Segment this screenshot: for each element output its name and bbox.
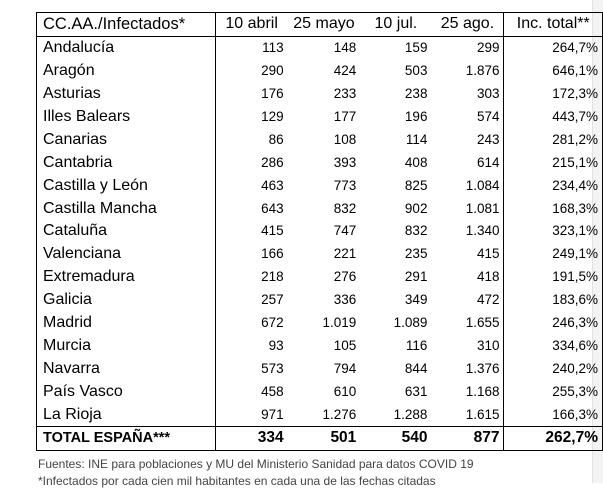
region-value: 1.089 xyxy=(393,315,428,331)
region-value: 235 xyxy=(404,246,428,262)
region-increase: 334,6% xyxy=(552,337,598,353)
region-name: Navarra xyxy=(37,357,216,380)
definition-footnote: *Infectados por cada cien mil habitantes en cada una de las fechas citadas xyxy=(38,474,436,488)
table-row xyxy=(37,312,603,335)
region-value: 773 xyxy=(333,177,357,193)
region-name: Extremadura xyxy=(37,266,216,289)
region-name: Cantabria xyxy=(37,151,216,174)
region-value: 218 xyxy=(261,269,284,285)
region-value: 573 xyxy=(261,360,284,376)
region-value: 290 xyxy=(261,63,284,79)
region-name: Galicia xyxy=(37,289,216,312)
region-value: 221 xyxy=(333,246,357,262)
region-value: 1.876 xyxy=(431,60,504,83)
region-value: 794 xyxy=(333,360,357,376)
region-increase: 246,3% xyxy=(552,315,598,331)
region-value: 408 xyxy=(404,154,428,170)
region-name: Canarias xyxy=(37,128,216,151)
table-row xyxy=(37,243,603,266)
region-value: 458 xyxy=(261,383,284,399)
region-value: 233 xyxy=(333,86,357,102)
region-name: País Vasco xyxy=(37,380,216,403)
infection-table xyxy=(36,12,603,451)
region-increase: 646,1% xyxy=(552,63,598,79)
region-name: Cataluña xyxy=(37,220,216,243)
region-value: 291 xyxy=(404,269,428,285)
region-value: 276 xyxy=(333,269,357,285)
region-value: 1.376 xyxy=(431,357,504,380)
table-row xyxy=(37,380,603,403)
table-row xyxy=(37,289,603,312)
region-value: 159 xyxy=(404,40,428,56)
header-date: 10 jul. xyxy=(360,13,431,37)
region-value: 86 xyxy=(268,131,284,147)
region-value: 286 xyxy=(261,154,284,170)
region-value: 148 xyxy=(333,40,357,56)
total-increase: 262,7% xyxy=(504,427,603,451)
total-value: 540 xyxy=(360,427,431,451)
region-name: La Rioja xyxy=(37,403,216,426)
total-label: TOTAL ESPAÑA*** xyxy=(37,427,216,451)
header-total: Inc. total** xyxy=(504,13,603,37)
region-value: 503 xyxy=(404,63,428,79)
table-row xyxy=(37,106,603,129)
table-row xyxy=(37,60,603,83)
region-value: 418 xyxy=(431,266,504,289)
source-footnote: Fuentes: INE para poblaciones y MU del Ministerio Sanidad para datos COVID 19 xyxy=(38,457,474,471)
total-value: 501 xyxy=(288,427,361,451)
region-value: 114 xyxy=(405,131,428,147)
region-increase: 191,5% xyxy=(552,269,598,285)
region-value: 1.615 xyxy=(431,403,504,426)
region-name: Illes Balears xyxy=(37,106,216,129)
region-value: 303 xyxy=(431,83,504,106)
region-value: 643 xyxy=(261,200,284,216)
region-value: 1.288 xyxy=(393,406,428,422)
region-value: 574 xyxy=(431,106,504,129)
table-row xyxy=(37,174,603,197)
region-value: 463 xyxy=(261,177,284,193)
region-name: Castilla Mancha xyxy=(37,197,216,220)
region-value: 825 xyxy=(404,177,428,193)
region-value: 349 xyxy=(404,292,428,308)
region-value: 105 xyxy=(333,337,357,353)
header-region: CC.AA./Infectados* xyxy=(37,13,216,37)
region-increase: 264,7% xyxy=(552,40,598,56)
region-value: 129 xyxy=(261,109,284,124)
region-value: 1.340 xyxy=(431,220,504,243)
header-date: 10 abril xyxy=(215,13,287,37)
total-row xyxy=(37,427,603,451)
region-increase: 183,6% xyxy=(552,292,598,308)
total-value: 334 xyxy=(215,427,287,451)
region-increase: 166,3% xyxy=(552,406,598,422)
region-value: 1.084 xyxy=(431,174,504,197)
region-increase: 215,1% xyxy=(552,154,598,170)
region-name: Valenciana xyxy=(37,243,216,266)
table-row xyxy=(37,151,603,174)
region-value: 1.081 xyxy=(431,197,504,220)
table-body xyxy=(37,36,603,426)
region-value: 1.276 xyxy=(322,406,357,422)
region-value: 672 xyxy=(261,315,284,331)
region-name: Murcia xyxy=(37,334,216,357)
header-date: 25 mayo xyxy=(288,13,361,37)
region-name: Madrid xyxy=(37,312,216,335)
region-value: 1.168 xyxy=(431,380,504,403)
region-value: 971 xyxy=(261,406,284,422)
region-value: 177 xyxy=(333,109,357,124)
region-value: 299 xyxy=(431,36,504,59)
region-value: 257 xyxy=(261,292,284,308)
table-header-row xyxy=(37,13,603,37)
region-increase: 255,3% xyxy=(552,383,598,399)
region-value: 1.019 xyxy=(322,315,357,331)
region-value: 93 xyxy=(268,337,284,353)
region-value: 336 xyxy=(333,292,357,308)
region-increase: 443,7% xyxy=(552,109,598,124)
region-name: Aragón xyxy=(37,60,216,83)
region-value: 631 xyxy=(404,383,428,399)
table-row xyxy=(37,197,603,220)
region-name: Asturias xyxy=(37,83,216,106)
region-value: 832 xyxy=(404,223,428,239)
region-value: 108 xyxy=(333,131,357,147)
region-increase: 249,1% xyxy=(552,246,598,262)
region-value: 902 xyxy=(404,200,428,216)
table-row xyxy=(37,403,603,426)
region-value: 166 xyxy=(261,246,284,262)
region-value: 1.655 xyxy=(431,312,504,335)
table-row xyxy=(37,357,603,380)
region-increase: 323,1% xyxy=(552,223,598,239)
region-value: 614 xyxy=(431,151,504,174)
region-value: 393 xyxy=(333,154,357,170)
region-increase: 281,2% xyxy=(552,131,598,147)
region-value: 415 xyxy=(431,243,504,266)
region-increase: 240,2% xyxy=(552,360,598,376)
table-row xyxy=(37,220,603,243)
table-row xyxy=(37,266,603,289)
region-value: 424 xyxy=(333,63,357,79)
region-value: 113 xyxy=(262,40,284,56)
table-row xyxy=(37,83,603,106)
header-date: 25 ago. xyxy=(431,13,504,37)
region-value: 472 xyxy=(431,289,504,312)
region-value: 747 xyxy=(333,223,357,239)
region-value: 310 xyxy=(431,334,504,357)
region-value: 238 xyxy=(404,86,428,102)
region-increase: 234,4% xyxy=(552,177,598,193)
table-row xyxy=(37,334,603,357)
region-increase: 168,3% xyxy=(552,200,598,216)
region-value: 196 xyxy=(404,109,428,124)
region-value: 610 xyxy=(333,383,357,399)
table-row xyxy=(37,36,603,59)
region-value: 415 xyxy=(261,223,284,239)
region-value: 844 xyxy=(404,360,428,376)
region-name: Castilla y León xyxy=(37,174,216,197)
region-name: Andalucía xyxy=(37,36,216,59)
region-value: 176 xyxy=(261,86,284,102)
table-row xyxy=(37,128,603,151)
region-increase: 172,3% xyxy=(552,86,598,102)
region-value: 116 xyxy=(405,337,428,353)
region-value: 832 xyxy=(333,200,357,216)
region-value: 243 xyxy=(431,128,504,151)
total-value: 877 xyxy=(431,427,504,451)
